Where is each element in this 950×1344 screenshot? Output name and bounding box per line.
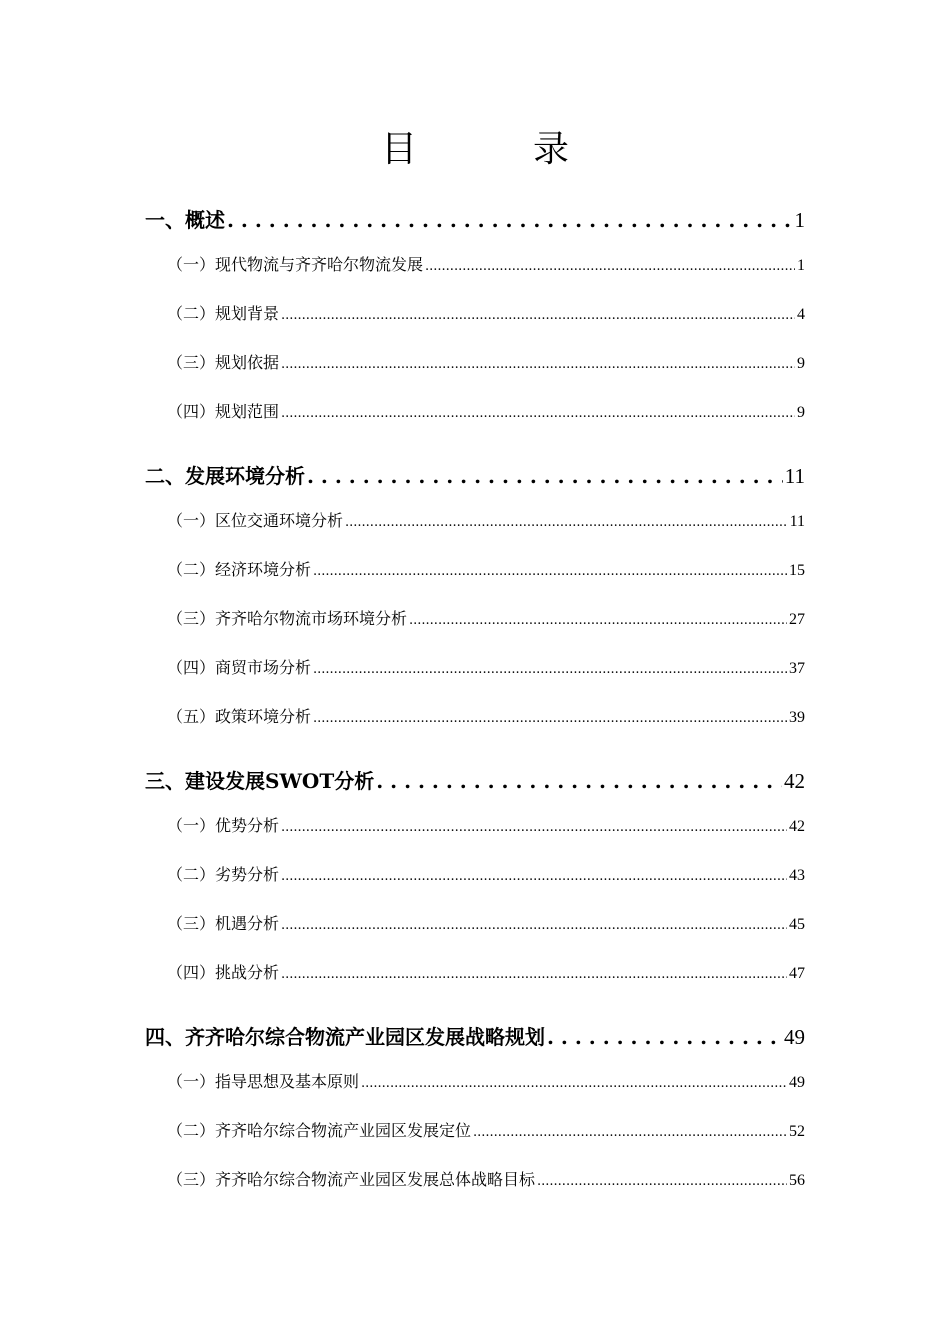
toc-section-title: （一）现代物流与齐齐哈尔物流发展 (167, 255, 424, 274)
toc-section-entry[interactable] (145, 692, 805, 741)
toc-page-number: 11 (784, 464, 805, 488)
toc-leader-dots (281, 852, 787, 901)
toc-chapter-title: 三、建设发展SWOT分析 (145, 769, 375, 793)
toc-page-number: 1 (797, 257, 805, 274)
toc-leader-dots (313, 645, 787, 694)
toc-section-title: （三）规划依据 (167, 353, 280, 372)
toc-leader-dots (313, 547, 787, 596)
toc-section-entry[interactable] (145, 387, 805, 436)
toc-section-title: （四）挑战分析 (167, 963, 280, 982)
toc-page-number: 39 (789, 709, 805, 726)
toc-page-number: 27 (789, 611, 805, 628)
toc-section-title: （四）商贸市场分析 (167, 658, 312, 677)
toc-section-entry[interactable] (145, 496, 805, 545)
toc-leader-dots (425, 242, 795, 291)
toc-page-number: 11 (789, 513, 805, 530)
toc-page-number: 52 (789, 1123, 805, 1140)
toc-chapter-entry[interactable] (145, 200, 805, 240)
toc-section-title: （二）齐齐哈尔综合物流产业园区发展定位 (167, 1121, 472, 1140)
page-title: 目 录 (380, 129, 609, 170)
toc-chapter-title: 二、发展环境分析 (145, 464, 305, 488)
toc-page-number: 37 (789, 660, 805, 677)
toc-leader-dots (313, 694, 787, 743)
toc-leader-dots (281, 803, 787, 852)
toc-section-entry[interactable] (145, 1057, 805, 1106)
toc-leader-dots (281, 950, 787, 999)
toc-section-entry[interactable] (145, 850, 805, 899)
toc-page-number: 49 (784, 1025, 805, 1049)
toc-page-number: 4 (797, 306, 805, 323)
toc-leader-dots (547, 1017, 782, 1057)
toc-page-number: 49 (789, 1074, 805, 1091)
toc-section-entry[interactable] (145, 289, 805, 338)
toc-leader-dots (537, 1157, 787, 1206)
toc-section-entry[interactable] (145, 899, 805, 948)
toc-page-number: 45 (789, 916, 805, 933)
toc-leader-dots (227, 200, 793, 240)
toc-leader-dots (281, 291, 795, 340)
toc-page-number: 47 (789, 965, 805, 982)
toc-section-title: （五）政策环境分析 (167, 707, 312, 726)
toc-chapter-title: 一、概述 (145, 208, 225, 232)
toc-section-title: （一）区位交通环境分析 (167, 511, 344, 530)
toc-chapter-entry[interactable] (145, 1017, 805, 1057)
toc-chapter-title: 四、齐齐哈尔综合物流产业园区发展战略规划 (145, 1025, 545, 1049)
toc-section-entry[interactable] (145, 948, 805, 997)
toc-section-entry[interactable] (145, 1155, 805, 1204)
toc-chapter-entry[interactable] (145, 761, 805, 801)
toc-section-entry[interactable] (145, 801, 805, 850)
toc-section-entry[interactable] (145, 338, 805, 387)
toc-section-title: （二）规划背景 (167, 304, 280, 323)
toc-leader-dots (376, 761, 782, 801)
toc-leader-dots (281, 340, 795, 389)
toc-section-title: （三）齐齐哈尔综合物流产业园区发展总体战略目标 (167, 1170, 536, 1189)
toc-section-entry[interactable] (145, 643, 805, 692)
toc-page-number: 1 (794, 208, 805, 232)
toc-page-number: 9 (797, 355, 805, 372)
table-of-contents (145, 200, 805, 1204)
toc-leader-dots (473, 1108, 787, 1157)
toc-section-entry[interactable] (145, 545, 805, 594)
toc-section-entry[interactable] (145, 1106, 805, 1155)
toc-page-number: 43 (789, 867, 805, 884)
toc-leader-dots (345, 498, 788, 547)
toc-section-title: （三）齐齐哈尔物流市场环境分析 (167, 609, 408, 628)
toc-page-number: 42 (789, 818, 805, 835)
toc-section-title: （三）机遇分析 (167, 914, 280, 933)
toc-page-number: 42 (784, 769, 805, 793)
toc-page-number: 9 (797, 404, 805, 421)
toc-section-title: （二）劣势分析 (167, 865, 280, 884)
toc-leader-dots (281, 389, 795, 438)
toc-section-title: （一）指导思想及基本原则 (167, 1072, 360, 1091)
toc-chapter-entry[interactable] (145, 456, 805, 496)
toc-section-entry[interactable] (145, 240, 805, 289)
toc-section-title: （一）优势分析 (167, 816, 280, 835)
toc-section-title: （二）经济环境分析 (167, 560, 312, 579)
toc-page-number: 15 (789, 562, 805, 579)
toc-leader-dots (361, 1059, 787, 1108)
toc-section-entry[interactable] (145, 594, 805, 643)
toc-leader-dots (409, 596, 787, 645)
toc-section-title: （四）规划范围 (167, 402, 280, 421)
toc-leader-dots (307, 456, 783, 496)
toc-page-number: 56 (789, 1172, 805, 1189)
toc-leader-dots (281, 901, 787, 950)
